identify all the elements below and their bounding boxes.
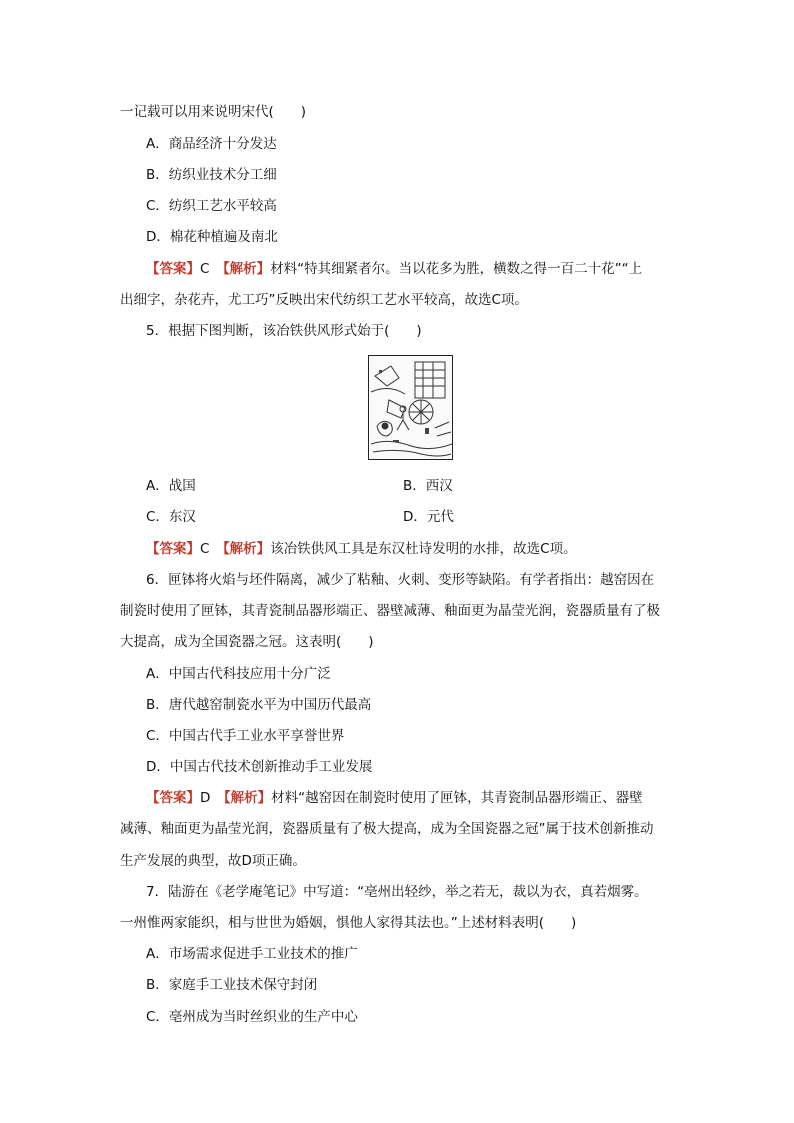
q5-option-b: B．西汉 — [403, 478, 453, 494]
answer-letter: D — [200, 790, 211, 806]
q5-option-c: C．东汉 — [146, 509, 196, 525]
ironworks-illustration — [368, 355, 453, 460]
question-4-stem-end: 一记载可以用来说明宋代( ) — [120, 104, 307, 120]
q5-options-row-2 — [146, 508, 666, 526]
q4-option-c: C．纺织工艺水平较高 — [146, 198, 277, 214]
q5-answer — [146, 540, 577, 558]
answer-tag: 【答案】 — [146, 541, 200, 557]
answer-letter: C — [200, 541, 210, 557]
analysis-tag: 【解析】 — [222, 261, 271, 277]
q7-option-b: B．家庭手工业技术保守封闭 — [146, 977, 318, 993]
analysis-text: 该冶铁供风工具是东汉杜诗发明的水排，故选C项。 — [270, 541, 577, 557]
q6-option-d: D．中国古代技术创新推动手工业发展 — [146, 759, 373, 775]
q6-answer-cont-1: 减薄、釉面更为晶莹光润，瓷器质量有了极大提高，成为全国瓷器之冠”属于技术创新推动 — [120, 821, 654, 837]
analysis-tag: 【解析】 — [222, 541, 271, 557]
question-5-stem: 5．根据下图判断，该冶铁供风形式始于( ) — [146, 323, 422, 339]
q7-option-c: C．亳州成为当时丝织业的生产中心 — [146, 1009, 358, 1025]
answer-tag: 【答案】 — [146, 790, 200, 806]
q5-options-row-1 — [146, 477, 666, 495]
analysis-text: 材料“越窑因在制瓷时使用了匣钵，其青瓷制品器形端正、器壁 — [271, 790, 643, 806]
answer-tag: 【答案】 — [146, 261, 200, 277]
q4-option-b: B．纺织业技术分工细 — [146, 167, 277, 183]
q4-answer-cont: 出细字，杂花卉，尤工巧”反映出宋代纺织工艺水平较高，故选C项。 — [120, 292, 528, 308]
q5-option-a: A．战国 — [146, 478, 196, 494]
q5-option-d: D．元代 — [403, 509, 454, 525]
q6-answer-cont-2: 生产发展的典型，故D项正确。 — [120, 853, 306, 869]
q6-option-a: A．中国古代科技应用十分广泛 — [146, 666, 331, 682]
analysis-text: 材料“特其细紧者尔。当以花多为胜，横数之得一百二十花”“上 — [270, 261, 643, 277]
answer-letter: C — [200, 261, 210, 277]
q6-option-b: B．唐代越窑制瓷水平为中国历代最高 — [146, 697, 372, 713]
question-6-stem-2: 制瓷时使用了匣钵，其青瓷制品器形端正、器壁减薄、釉面更为晶莹光润，瓷器质量有了极 — [120, 603, 660, 619]
q6-answer — [146, 789, 643, 807]
question-7-stem-1: 7．陆游在《老学庵笔记》中写道：“亳州出轻纱，举之若无，裁以为衣，真若烟雾。 — [146, 884, 648, 900]
q4-option-d: D．棉花种植遍及南北 — [146, 229, 278, 245]
question-6-stem-3: 大提高，成为全国瓷器之冠。这表明( ) — [120, 634, 374, 650]
q4-option-a: A．商品经济十分发达 — [146, 136, 277, 152]
woodblock-figure — [369, 356, 453, 460]
q4-answer — [146, 260, 642, 278]
analysis-tag: 【解析】 — [223, 790, 272, 806]
q6-option-c: C．中国古代手工业水平享誉世界 — [146, 728, 345, 744]
question-7-stem-2: 一州惟两家能织，相与世世为婚姻，惧他人家得其法也。”上述材料表明( ) — [120, 915, 577, 931]
q7-option-a: A．市场需求促进手工业技术的推广 — [146, 946, 358, 962]
question-6-stem-1: 6．匣钵将火焰与坯件隔离，减少了粘釉、火刺、变形等缺陷。有学者指出：越窑因在 — [146, 572, 655, 588]
